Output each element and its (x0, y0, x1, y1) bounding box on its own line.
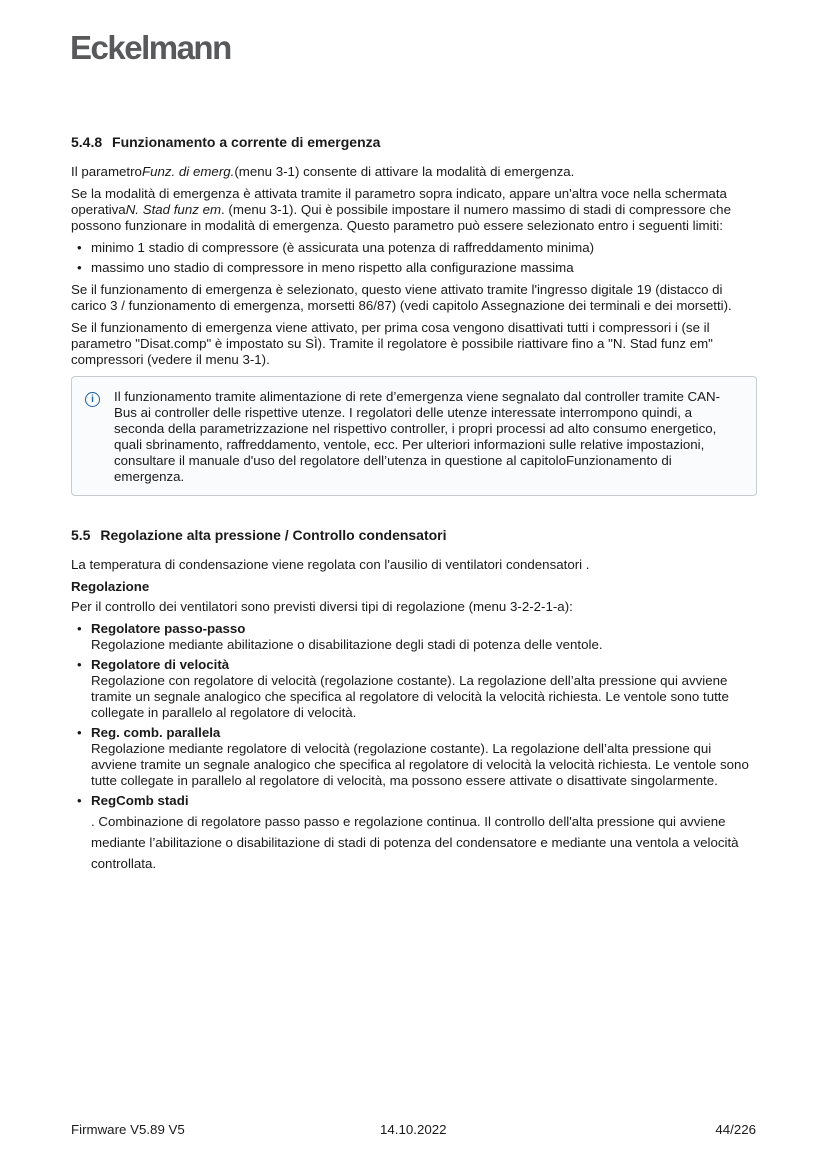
paragraph: La temperatura di condensazione viene regolata con l'ausilio di ventilatori condensatori . (71, 557, 590, 572)
note-text: Il funzionamento tramite alimentazione di rete d’emergenza viene segnalato dal controller tramite CAN-Bus ai controller delle rispettive utenze. I regolatori delle utenze interessate interrompono quindi, a seconda della parametrizzazione nel rispettivo controller, i propri processi ad alto consumo energetico, quali sbrinamento, raffreddamento, ventole, ecc. Per ulteriori informazioni sulle relative impostazioni, consultare il manuale d'uso del regolatore dell’utenza in questione al capitoloFunzionamento di emergenza. (114, 389, 721, 484)
page-number: 44/226 (715, 1122, 756, 1137)
list-item: • minimo 1 stadio di compressore (è assicurata una potenza di raffreddamento minima) (71, 240, 757, 256)
info-note (71, 376, 757, 496)
paragraph: Se la modalità di emergenza è attivata tramite il parametro sopra indicato, appare un'altra voce nella schermata operativaN. Stad funz em. (menu 3-1). Qui è possibile impostare il numero massimo di stadi di compressore che possono funzionare in modalità di emergenza. Questo parametro può essere selezionato entro i seguenti limiti: (71, 186, 731, 233)
paragraph: Se il funzionamento di emergenza viene attivato, per prima cosa vengono disattivati tutti i compressori i (se il parametro "Disat.comp" è impostato su SÌ). Tramite il regolatore è possibile riattivare fino a "N. Stad funz em" compressori (vedere il menu 3-1). (71, 320, 713, 367)
list-item: • Regolatore di velocità Regolazione con regolatore di velocità (regolazione costante). La regolazione dell’alta pressione qui avviene tramite un segnale analogico che specifica al regolatore di velocità la velocità richiesta. Le ventole sono tutte collegate in parallelo al regolatore di velocità. (71, 657, 757, 721)
limits-list (71, 240, 757, 276)
regulation-types-list (71, 621, 757, 874)
paragraph: Per il controllo dei ventilatori sono previsti diversi tipi di regolazione (menu 3-2-2-1-a): (71, 599, 573, 614)
firmware-version: Firmware V5.89 V5 (71, 1122, 185, 1137)
document-body (71, 133, 757, 880)
paragraph: Se il funzionamento di emergenza è selezionato, questo viene attivato tramite l'ingresso digitale 19 (distacco di carico 3 / funzionamento di emergenza, morsetti 86/87) (vedi capitolo Assegnazione dei terminali e dei morsetti). (71, 282, 732, 313)
eckelmann-logo: Eckelmann (70, 29, 231, 66)
list-item: • Reg. comb. parallela Regolazione mediante regolatore di velocità (regolazione costante). La regolazione dell’alta pressione qui avviene tramite un segnale analogico che specifica al regolatore di velocità la velocità richiesta. Le ventole sono tutte collegate in parallelo al regolatore di velocità, ma possono essere attivate o disattivate singolarmente. (71, 725, 757, 789)
list-item: • Regolatore passo-passo Regolazione mediante abilitazione o disabilitazione degli stadi di potenza delle ventole. (71, 621, 757, 653)
list-item: • massimo uno stadio di compressore in meno rispetto alla configurazione massima (71, 260, 757, 276)
paragraph: Il parametroFunz. di emerg.(menu 3-1) consente di attivare la modalità di emergenza. (71, 164, 575, 179)
list-item: • RegComb stadi . Combinazione di regolatore passo passo e regolazione continua. Il controllo dell'alta pressione qui avviene mediante l’abilitazione o disabilitazione di stadi di potenza del condensatore e mediante una ventola a velocità controllata. (71, 793, 757, 874)
subheading: Regolazione (71, 579, 150, 594)
section-heading-5-4-8: 5.4.8 Funzionamento a corrente di emergenza (71, 134, 381, 150)
section-heading-5-5: 5.5 Regolazione alta pressione / Controllo condensatori (71, 527, 447, 543)
info-icon: i (85, 392, 100, 407)
date: 14.10.2022 (380, 1122, 447, 1137)
